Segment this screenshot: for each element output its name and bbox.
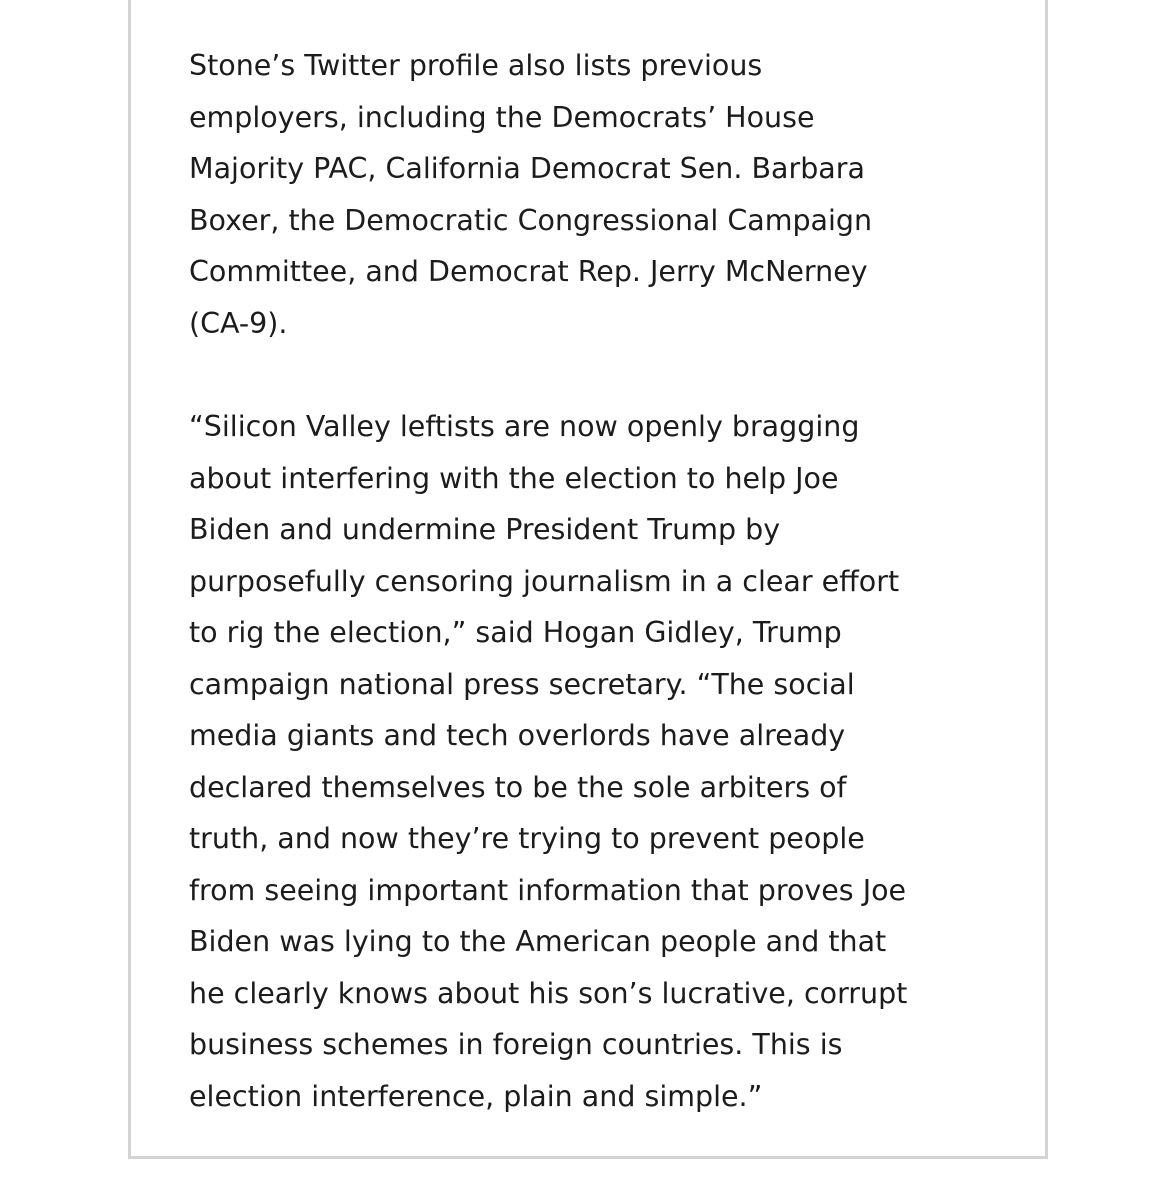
paragraph-gidley-quote: “Silicon Valley leftists are now openly bragging about interfering with the election to help Joe Biden and undermine President Trump by purposefully censoring journalism in a clear effort to rig the election,” said Hogan Gidley, Trump campaign national press secretary. “The social media giants and tech overlords have already declared themselves to be the sole arbiters of truth, and now they’re trying to prevent people from seeing important information that proves Joe Biden was lying to the American people and that he clearly knows about his son’s lucrative, corrupt business schemes in foreign countries. This is election interference, plain and simple.”	[189, 410, 908, 1113]
article-card	[128, 0, 1048, 1159]
paragraph-twitter-profile: Stone’s Twitter profile also lists previous employers, including the Democrats’ House Majority PAC, California Democrat Sen. Barbara Boxer, the Democratic Congressional Campaign Committee, and Democrat Rep. Jerry McNerney (CA-9).	[189, 49, 873, 340]
article-body	[189, 40, 1009, 1122]
